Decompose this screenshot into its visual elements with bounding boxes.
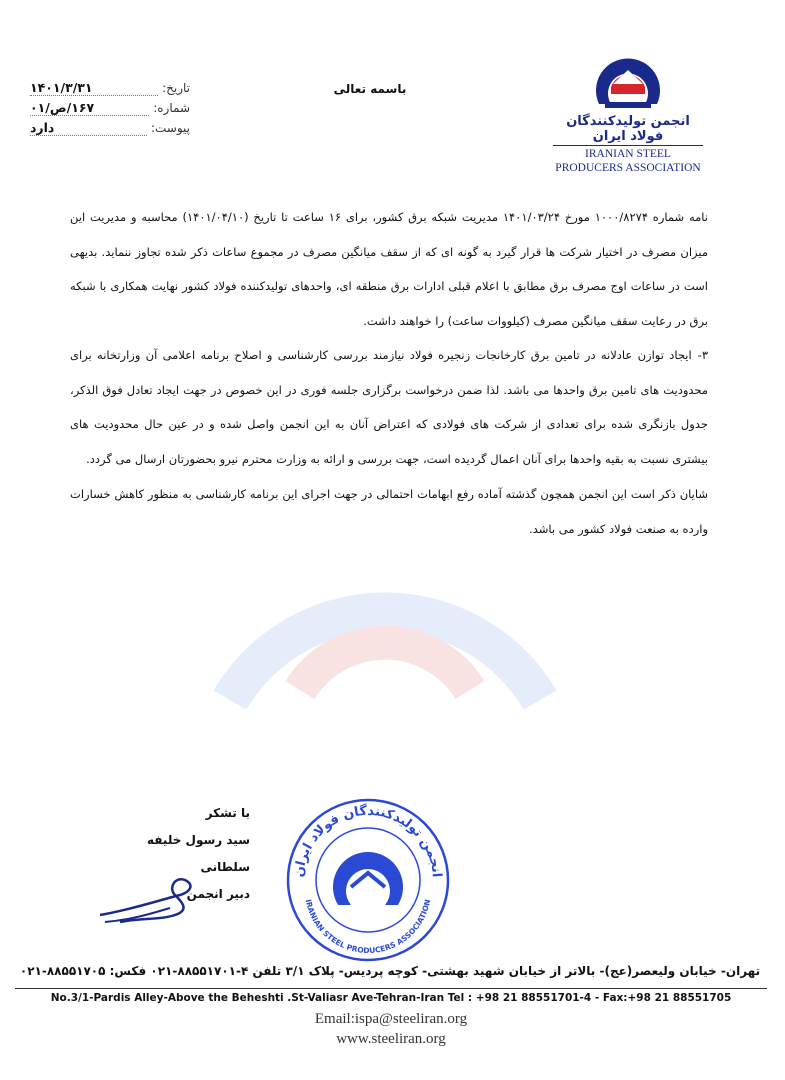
logo-emblem-icon xyxy=(591,42,665,112)
number-value: ۱۶۷/ص/۰۱ xyxy=(30,100,149,116)
logo-org-name-fa: انجمن تولیدکنندگان فولاد ایران xyxy=(566,114,690,144)
letterhead-logo xyxy=(553,42,703,175)
logo-org-name-en-1: IRANIAN STEEL xyxy=(585,148,671,160)
body-item-3 xyxy=(70,338,708,476)
number-label: شماره: xyxy=(153,101,190,115)
letter-meta xyxy=(30,80,190,140)
footer-address-fa: تهران- خیابان ولیعصر(عج)- بالاتر از خیابان شهید بهشتی- کوچه پردیس- پلاک ۳/۱ تلفن ۴-۸۸۵۵۱۷۰۱-۰۲۱ فکس: ۸۸۵۵۱۷۰۵-۰۲۱ xyxy=(19,964,761,978)
footer-email: Email:ispa@steeliran.org xyxy=(314,1011,468,1027)
date-row xyxy=(30,80,190,100)
body-closing: شایان ذکر است این انجمن همچون گذشته آماده رفع ابهامات احتمالی در جهت اجرای این برنامه کارشناسی به منظور کاهش خسارات وارده به صنعت فولاد کشور می باشد. xyxy=(70,487,708,536)
attachment-row xyxy=(30,120,190,140)
stamp-text-fa: انجمن تولیدکنندگان فولاد ایران xyxy=(291,803,444,879)
logo-org-name-en-2: PRODUCERS ASSOCIATION xyxy=(555,162,701,174)
date-value: ۱۴۰۱/۳/۳۱ xyxy=(30,80,158,96)
signatory-title: دبیر انجمن xyxy=(186,887,250,901)
footer-divider xyxy=(15,988,767,989)
invocation: باسمه تعالی xyxy=(333,82,407,96)
letter-body xyxy=(70,200,708,546)
signature-thanks: با تشکر xyxy=(205,806,250,820)
attachment-label: پیوست: xyxy=(150,121,190,135)
signatory-name: سید رسول خلیفه سلطانی xyxy=(147,833,250,874)
logo-divider xyxy=(553,145,703,146)
footer-address-en: No.3/1-Pardis Alley-Above the Beheshti .St-Valiasr Ave-Tehran-Iran Tel : +98 21 88551701-4 - Fax:+98 21 88551705 xyxy=(50,992,732,1004)
item-3-text: ایجاد توازن عادلانه در تامین برق کارخانجات زنجیره فولاد نیازمند بررسی کارشناسی و اصلاح برنامه اعلامی آن وزارتخانه برای محدودیت های تامین برق واحدها می باشد. لذا ضمن درخواست برگزاری جلسه فوری در این خصوص در جهت ایجاد تعادل فوق الذکر، جدول بازنگری شده برای تعدادی از شرکت های فولادی که اعتراض آنان به این انجمن واصل شده و در عین حال محدودیت های بیشتری نسبت به بقیه واحدها برای آنان اعمال گردیده است، جهت بررسی و ارائه به وزارت محترم نیرو بحضورتان ارسال می گردد. xyxy=(70,348,708,466)
association-stamp xyxy=(283,795,453,965)
item-3-number: ۳- xyxy=(697,348,708,362)
attachment-value: دارد xyxy=(30,120,147,136)
number-row xyxy=(30,100,190,120)
stamp-text-en: IRANIAN STEEL PRODUCERS ASSOCIATION xyxy=(303,898,433,956)
date-label: تاریخ: xyxy=(162,81,190,95)
body-paragraph-1: نامه شماره ۱۰۰۰/۸۲۷۴ مورخ ۱۴۰۱/۰۳/۲۴ مدیریت شبکه برق کشور، برای ۱۶ ساعت تا تاریخ (۱۴۰۱/۰۴/۱۰) محاسبه و مدیریت این میزان مصرف در اختیار شرکت ها قرار گیرد به گونه ای که از سقف میانگین مصرف در مجموع ساعات ذکر شده تجاوز ننماید. بدیهی است در ساعات اوج مصرف برق مطابق با اعلام قبلی ادارات برق منطقه ای، واحدهای تولیدکننده فولاد کشور نهایت همکاری با شبکه برق در رعایت سقف میانگین مصرف (کیلووات ساعت) را خواهند داشت. xyxy=(70,210,708,328)
handwritten-signature xyxy=(90,870,210,930)
footer-website: www.steeliran.org xyxy=(336,1031,446,1047)
